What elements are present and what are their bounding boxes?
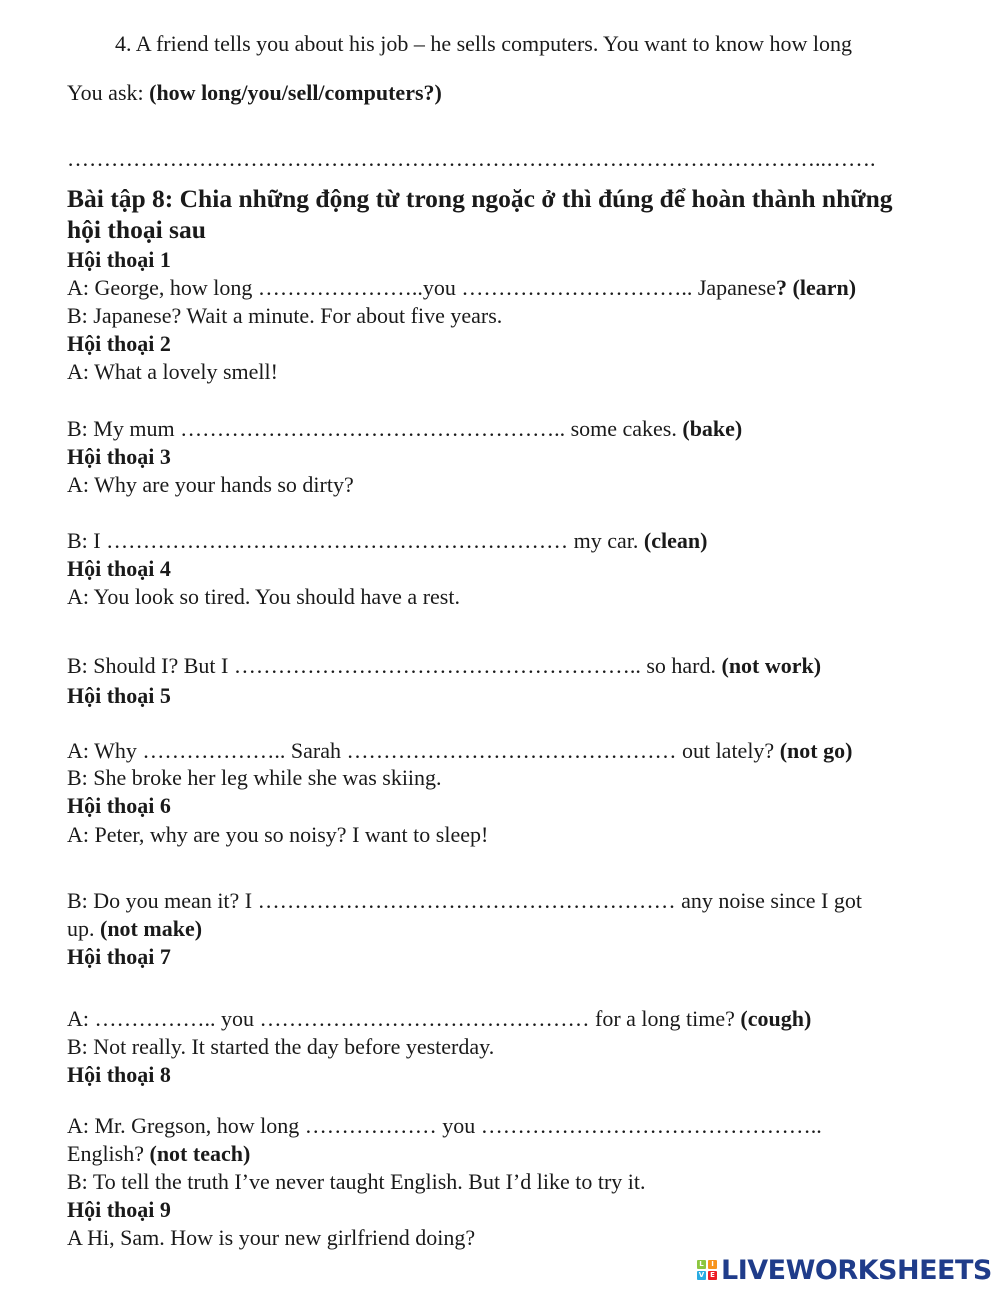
dialogue-6-b-text2: up.: [67, 916, 100, 941]
dialogue-8-line-b: B: To tell the truth I’ve never taught English. But I’d like to try it.: [67, 1169, 646, 1194]
dialogue-1-cue: ? (learn): [776, 275, 857, 300]
logo-tile-l: L: [697, 1260, 706, 1269]
item-4-text: 4. A friend tells you about his job – he sells computers. You want to know how long: [115, 31, 852, 56]
you-ask-label: You ask:: [67, 80, 150, 105]
dialogue-2-title: Hội thoại 2: [67, 331, 171, 356]
dialogue-5-cue: (not go): [779, 738, 853, 763]
dialogue-3-cue: (clean): [643, 528, 708, 553]
dialogue-6-line-b[interactable]: B: Do you mean it? I ………………………………………………… any noise since I got: [67, 888, 862, 913]
dialogue-7-cue: (cough): [740, 1006, 812, 1031]
dialogue-5-line-a[interactable]: [67, 738, 852, 764]
dialogue-4-title: Hội thoại 4: [67, 556, 171, 581]
dialogue-7-title: Hội thoại 7: [67, 944, 171, 969]
dialogue-6-cue: (not make): [100, 916, 203, 941]
dialogue-4-cue: (not work): [721, 653, 822, 678]
dialogue-1-title: Hội thoại 1: [67, 247, 171, 272]
dialogue-5-title: Hội thoại 5: [67, 683, 171, 708]
dialogue-5-a-text: A: Why ……………….. Sarah ……………………………………… out lately?: [67, 738, 780, 763]
dialogue-4-line-b[interactable]: [67, 653, 821, 679]
exercise-title-line-2: hội thoại sau: [67, 215, 206, 244]
dialogue-9-title: Hội thoại 9: [67, 1197, 171, 1222]
you-ask-line: [67, 80, 442, 106]
dialogue-8-line-a-cont: [67, 1141, 250, 1167]
you-ask-cue: (how long/you/sell/computers?): [149, 80, 442, 105]
dialogue-6-title: Hội thoại 6: [67, 793, 171, 818]
dialogue-2-b-text: B: My mum …………………………………………….. some cakes.: [67, 416, 683, 441]
dialogue-9-line-a: A Hi, Sam. How is your new girlfriend doing?: [67, 1225, 476, 1250]
liveworksheets-logo-text: LIVEWORKSHEETS: [721, 1254, 992, 1286]
dialogue-8-title: Hội thoại 8: [67, 1062, 171, 1087]
dialogue-2-cue: (bake): [682, 416, 743, 441]
logo-tile-e: E: [708, 1271, 717, 1280]
dialogue-1-line-b: B: Japanese? Wait a minute. For about five years.: [67, 303, 503, 328]
dialogue-4-line-a: A: You look so tired. You should have a rest.: [67, 584, 460, 609]
dialogue-6-line-b-cont: [67, 916, 202, 942]
dialogue-7-line-b: B: Not really. It started the day before yesterday.: [67, 1034, 495, 1059]
logo-tile-v: V: [698, 1271, 705, 1279]
dialogue-1-line-a[interactable]: [67, 275, 856, 301]
dialogue-4-b-text: B: Should I? But I ……………………………………………….. so hard.: [67, 653, 722, 678]
dialogue-6-line-a: A: Peter, why are you so noisy? I want to sleep!: [67, 822, 489, 847]
dialogue-2-line-b[interactable]: [67, 416, 742, 442]
dialogue-7-line-a[interactable]: [67, 1006, 811, 1032]
dialogue-8-a-text2: English?: [67, 1141, 150, 1166]
dialogue-2-line-a: A: What a lovely smell!: [67, 359, 278, 384]
exercise-title-line-1: Bài tập 8: Chia những động từ trong ngoặc ở thì đúng để hoàn thành những: [67, 184, 893, 213]
dialogue-3-b-text: B: I ……………………………………………………… my car.: [67, 528, 644, 553]
liveworksheets-logo-icon: [697, 1260, 717, 1280]
dialogue-3-line-b[interactable]: [67, 528, 707, 554]
dialogue-3-line-a: A: Why are your hands so dirty?: [67, 472, 354, 497]
logo-tile-i: I: [708, 1260, 717, 1269]
answer-dotted-line[interactable]: …………………………………………………………………………………………..…….: [67, 146, 876, 171]
dialogue-7-a-text: A: …………….. you ……………………………………… for a long time?: [67, 1006, 741, 1031]
dialogue-1-a-text: A: George, how long …………………..you ………………………….. Japanese: [67, 275, 777, 300]
dialogue-5-line-b: B: She broke her leg while she was skiing.: [67, 765, 442, 790]
dialogue-8-cue: (not teach): [149, 1141, 251, 1166]
dialogue-3-title: Hội thoại 3: [67, 444, 171, 469]
liveworksheets-logo: [697, 1255, 992, 1285]
dialogue-8-line-a[interactable]: A: Mr. Gregson, how long ……………… you ………………………………………..: [67, 1113, 822, 1138]
